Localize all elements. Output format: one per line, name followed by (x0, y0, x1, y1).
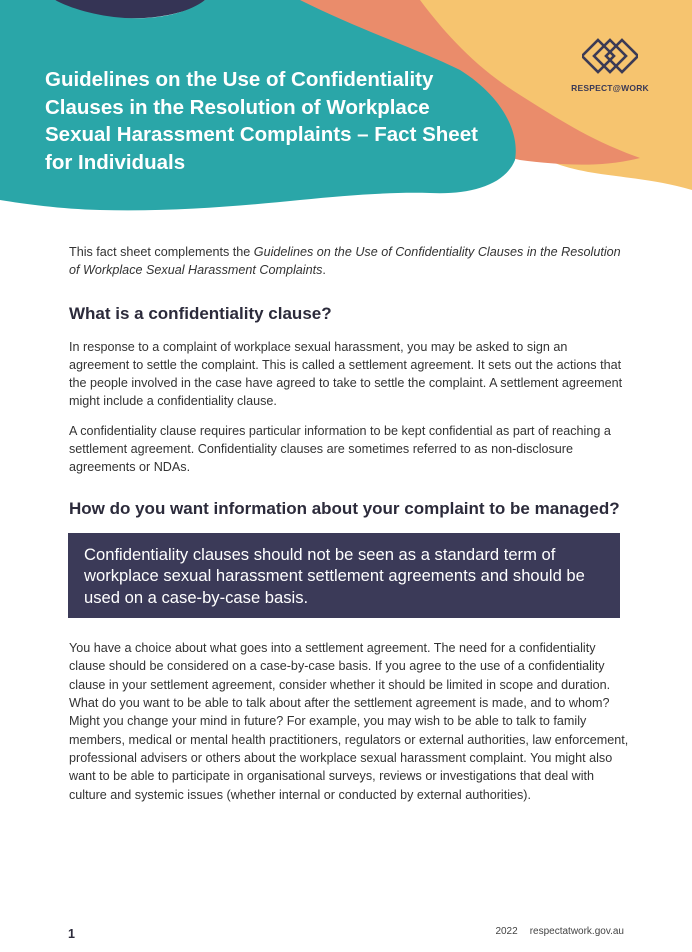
intro-prefix: This fact sheet complements the (69, 245, 254, 259)
paragraph-confidentiality: A confidentiality clause requires particular information to be kept confidential as part of reaching a settlement agreement. Confidentiality clauses are sometimes referred to as non-disclosure agreements or NDAs. (69, 423, 611, 475)
respect-at-work-logo (555, 36, 665, 93)
section-heading-what: What is a confidentiality clause? (69, 303, 332, 323)
intro-paragraph (69, 243, 629, 280)
footer-year: 2022 (495, 926, 518, 937)
page-number: 1 (68, 927, 75, 941)
main-content (69, 243, 629, 804)
page-title: Guidelines on the Use of Confidentiality Clauses in the Resolution of Workplace Sexual Harassment Complaints – Fact Sheet for Individuals (45, 68, 478, 174)
logo-text: RESPECT@WORK (571, 83, 649, 93)
footer-info (495, 926, 624, 937)
footer-website: respectatwork.gov.au (529, 926, 624, 937)
paragraph-choice: You have a choice about what goes into a settlement agreement. The need for a confidentiality clause should be considered on a case-by-case basis. If you agree to the use of a confidentiality clause in your settlement agreement, consider whether it should be limited in scope and duration. What do you want to be able to talk about after the settlement agreement is made, and to whom? Might you change your mind in future? For example, you may wish to be able to talk to family members, medical or mental health practitioners, regulators or external authorities, law enforcement, professional advisers or others about the workplace sexual harassment complaint. You might also want to be able to participate in organisational surveys, reviews or investigations that deal with culture and systemic issues (whether internal or conducted by external authorities). (69, 641, 629, 802)
section-heading-how: How do you want information about your complaint to be managed? (69, 498, 620, 518)
paragraph-settlement: In response to a complaint of workplace sexual harassment, you may be asked to sign an agreement to settle the complaint. This is called a settlement agreement. It sets out the actions that the people involved in the case have agreed to take to settle the complaint. A settlement agreement might include a confidentiality clause. (69, 339, 623, 409)
diamond-lattice-icon (582, 36, 638, 76)
intro-suffix: . (322, 263, 326, 278)
intro-guidelines-title: Guidelines on the Use of Confidentiality Clauses in the Resolution of Workplace Sexual Harassment Complaints (69, 245, 621, 278)
callout-box: Confidentiality clauses should not be seen as a standard term of workplace sexual harassment settlement agreements and should be used on a case-by-case basis. (68, 533, 620, 619)
